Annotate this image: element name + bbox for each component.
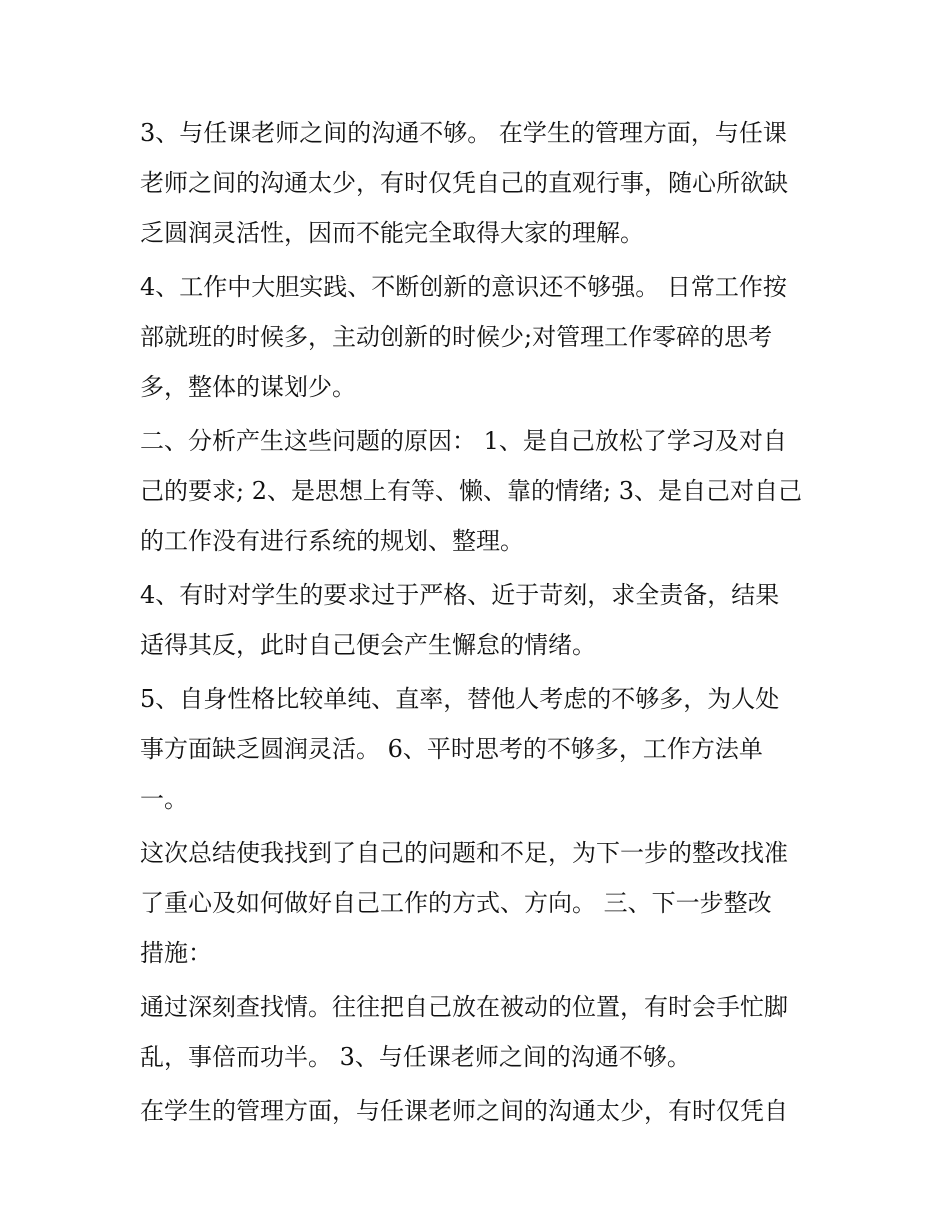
text-line: 部就班的时候多，主动创新的时候少;对管理工作零碎的思考 (140, 323, 773, 351)
text-line: 了重心及如何做好自己工作的方式、方向。 三、下一步整改 (140, 889, 772, 917)
paragraph (140, 416, 820, 566)
text-line: 乏圆润灵活性，因而不能完全取得大家的理解。 (140, 219, 644, 247)
text-line: 老师之间的沟通太少，有时仅凭自己的直观行事，随心所欲缺 (140, 169, 788, 197)
text-line: 3、与任课老师之间的沟通不够。 在学生的管理方面，与任课 (140, 119, 787, 147)
paragraph (140, 262, 820, 412)
text-line: 乱，事倍而功半。 3、与任课老师之间的沟通不够。 (140, 1043, 691, 1071)
text-line: 在学生的管理方面，与任课老师之间的沟通太少，有时仅凭自 (140, 1097, 788, 1125)
text-line: 措施： (140, 939, 212, 967)
paragraph (140, 982, 820, 1082)
text-line: 5、自身性格比较单纯、直率，替他人考虑的不够多，为人处 (140, 685, 780, 713)
paragraph (140, 108, 820, 258)
text-line: 一。 (140, 785, 188, 813)
paragraph (140, 828, 820, 978)
paragraph (140, 1086, 820, 1136)
text-line: 的工作没有进行系统的规划、整理。 (140, 527, 524, 555)
text-line: 己的要求; 2、是思想上有等、懒、靠的情绪; 3、是自己对自己 (140, 477, 802, 505)
text-line: 事方面缺乏圆润灵活。 6、平时思考的不够多，工作方法单 (140, 735, 763, 763)
text-line: 二、分析产生这些问题的原因： 1、是自己放松了学习及对自 (140, 427, 787, 455)
text-line: 多，整体的谋划少。 (140, 373, 356, 401)
text-line: 适得其反，此时自己便会产生懈怠的情绪。 (140, 631, 596, 659)
text-line: 这次总结使我找到了自己的问题和不足，为下一步的整改找准 (140, 839, 788, 867)
document-body (140, 108, 820, 1136)
text-line: 通过深刻查找情。往往把自己放在被动的位置，有时会手忙脚 (140, 993, 788, 1021)
text-line: 4、工作中大胆实践、不断创新的意识还不够强。 日常工作按 (140, 273, 787, 301)
paragraph (140, 570, 820, 670)
paragraph (140, 674, 820, 824)
text-line: 4、有时对学生的要求过于严格、近于苛刻，求全责备，结果 (140, 581, 780, 609)
